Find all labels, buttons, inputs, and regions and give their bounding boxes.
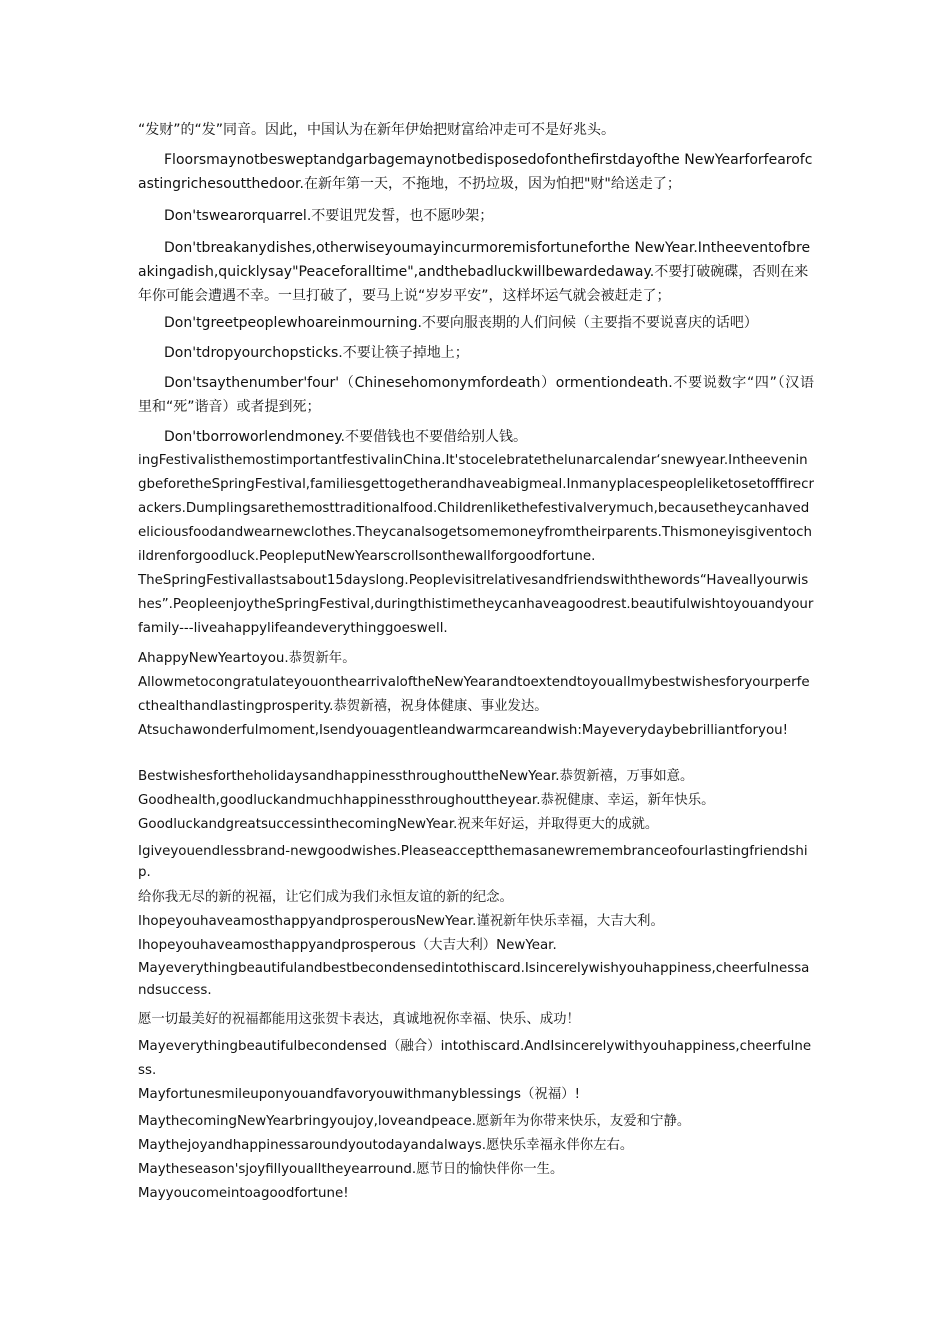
wish-line: Mayfortunesmileuponyouandfavoryouwithmanyblessings（祝福）! (138, 1087, 580, 1102)
taboo-mourning: Don'tgreetpeoplewhoareinmourning.不要向服丧期的人们问候（主要指不要说喜庆的话吧） (164, 315, 758, 331)
spring-festival-essay: ingFestivalisthemostimportantfestivalinChina.It'stocelebratethelunarcalendar‘snewyear.IntheeveningbeforetheSpringFestival,familiesgettogetherandhaveabigmeal.Inmanyplacespeopleliketosetofffirecrackers.Dumplingsarethemosttraditionalfood.Childrenlikethefestivalverymuch,becausetheycanhavedeliciousfoodandwearnewclothes.Theycanalsogetsomemoneyfromtheirparents.Thismoneyisgiventochildrenforgoodluck.PeopleputNewYearscrollsonthewallforgoodfortune. (138, 453, 814, 564)
wish-line: BestwishesfortheholidaysandhappinessthroughouttheNewYear.恭贺新禧，万事如意。 (138, 769, 694, 784)
wish-line: Ihopeyouhaveamosthappyandprosperous（大吉大利）NewYear. (138, 938, 557, 953)
taboo-swear: Don'tswearorquarrel.不要诅咒发誓，也不愿吵架； (164, 208, 494, 224)
spring-festival-essay-2: TheSpringFestivallastsabout15dayslong.Peoplevisitrelativesandfriendswiththewords“Haveallyourwishes”.PeopleenjoytheSpringFestival,duringthistimetheycanhaveagoodrest.beautifulwishtoyouandyourfamily---liveahappylifeandeverythinggoeswell. (138, 573, 814, 636)
wish-line: Goodhealth,goodluckandmuchhappinessthroughouttheyear.恭祝健康、幸运，新年快乐。 (138, 793, 715, 808)
wish-line: Maytheseason'sjoyfillyoualltheyearround.愿节日的愉快伴你一生。 (138, 1162, 564, 1177)
taboo-chopsticks: Don'tdropyourchopsticks.不要让筷子掉地上； (164, 345, 469, 361)
wish-line: 给你我无尽的新的祝福，让它们成为我们永恒友谊的新的纪念。 (138, 890, 513, 905)
wish-line: 愿一切最美好的祝福都能用这张贺卡表达，真诚地祝你幸福、快乐、成功！ (138, 1012, 580, 1027)
taboo-floors: Floorsmaynotbesweptandgarbagemaynotbedisposedofonthefirstdayofthe NewYearforfearofcastingrichesoutthedoor.在新年第一天，不拖地，不扔垃圾，因为怕把"财"给送走了； (138, 152, 813, 192)
wish-line: IhopeyouhaveamosthappyandprosperousNewYear.谨祝新年快乐幸福，大吉大利。 (138, 914, 664, 929)
taboo-money: Don'tborroworlendmoney.不要借钱也不要借给别人钱。 (164, 429, 527, 445)
wish-line: Atsuchawonderfulmoment,Isendyouagentleandwarmcareandwish:Mayeverydaybebrilliantforyou! (138, 723, 789, 738)
wish-line: Maythejoyandhappinessaroundyoutodayandalways.愿快乐幸福永伴你左右。 (138, 1138, 634, 1153)
wish-line: Mayyoucomeintoagoodfortune! (138, 1186, 349, 1201)
wish-line: Igiveyouendlessbrand-newgoodwishes.Pleaseacceptthemasanewremembranceofourlastingfriendship. (138, 844, 808, 880)
wish-line: Mayeverythingbeautifulandbestbecondensedintothiscard.Isincerelywishyouhappiness,cheerfulnessandsuccess. (138, 961, 810, 998)
taboo-dishes: Don'tbreakanydishes,otherwiseyoumayincurmoremisfortuneforthe NewYear.Intheeventofbreakingadish,quicklysay"Peaceforalltime",andthebadluckwillbewardedaway.不要打破碗碟，否则在来年你可能会遭遇不幸。一旦打破了，要马上说“岁岁平安”，这样坏运气就会被赶走了； (138, 240, 811, 304)
taboo-four: Don'tsaythenumber'four'（Chinesehomonymfordeath）ormentiondeath.不要说数字“四”（汉语里和“死”谐音）或者提到死； (138, 375, 814, 415)
wish-line: AhappyNewYeartoyou.恭贺新年。 (138, 651, 356, 666)
wish-line: MaythecomingNewYearbringyoujoy,loveandpeace.愿新年为你带来快乐，友爱和宁静。 (138, 1114, 691, 1129)
wish-line: AllowmetocongratulateyouonthearrivaloftheNewYearandtoextendtoyouallmybestwishesforyourperfecthealthandlastingprosperity.恭贺新禧，祝身体健康、事业发达。 (138, 675, 810, 714)
wish-line: Mayeverythingbeautifulbecondensed（融合）intothiscard.AndIsincerelywithyouhappiness,cheerfulness. (138, 1039, 812, 1078)
paragraph-intro: “发财”的“发”同音。因此，中国认为在新年伊始把财富给冲走可不是好兆头。 (138, 122, 616, 138)
wish-line: GoodluckandgreatsuccessinthecomingNewYear.祝来年好运，并取得更大的成就。 (138, 817, 659, 832)
document-body (138, 118, 814, 1206)
